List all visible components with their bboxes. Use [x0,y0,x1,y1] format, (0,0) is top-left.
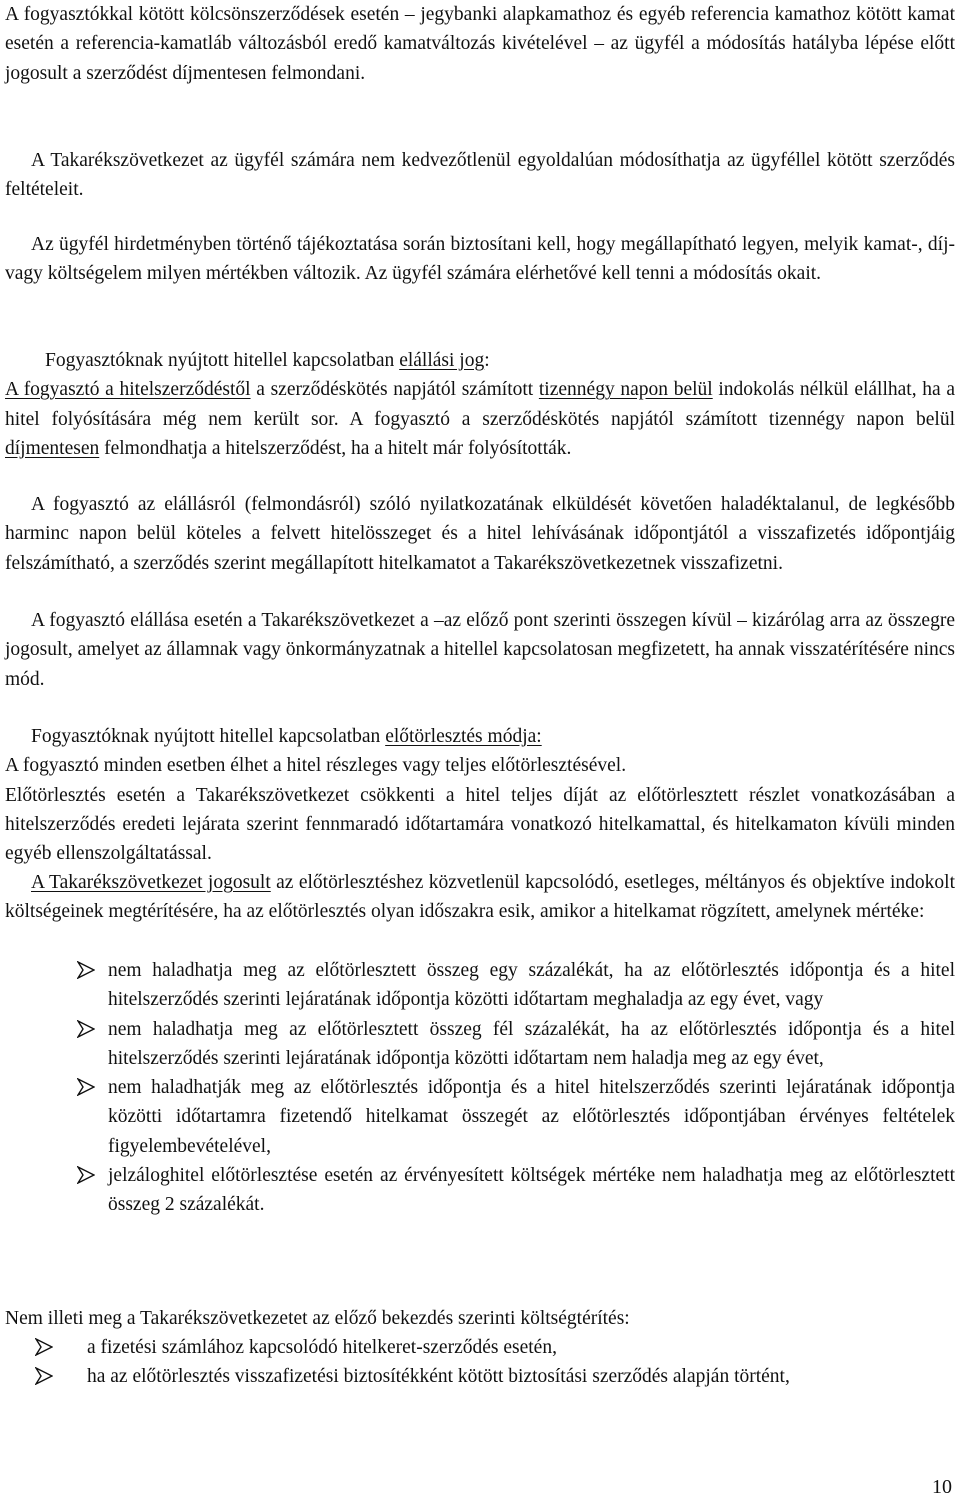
list-item [5,1161,955,1220]
list-item-text: jelzáloghitel előtörlesztése esetén az érvényesített költségek mértéke nem haladhatja meg az előtörlesztett összeg 2 százalékát. [108,1165,955,1216]
paragraph-text: A fogyasztókkal kötött kölcsönszerződések esetén – jegybanki alapkamathoz és egyéb referencia kamathoz kötött kamat esetén a referencia-kamatláb változásból eredő kamatváltozás kivételével – az ügyfél a módosítás hatályba lépése előtt jogosult a szerződést díjmentesen felmondani. [5,4,955,84]
arrowhead-bullet-icon [35,1367,53,1385]
paragraph-text: A fogyasztó minden esetben élhet a hitel részleges vagy teljes előtörlesztésével. [5,755,627,777]
paragraph-announcement-info [5,230,955,289]
list-item-text: ha az előtörlesztés visszafizetési biztosítékként kötött biztosítási szerződés alapján történt, [87,1366,790,1388]
list-item [5,1073,955,1161]
list-item-text: nem haladhatja meg az előtörlesztett összeg fél százalékát, ha az előtörlesztés időpontja és a hitel hitelszerződés szerinti lejáratának időpontja közötti időtartam nem haladja meg az egy évet, [108,1018,955,1069]
list-item-text: nem haladhatja meg az előtörlesztett összeg egy százalékát, ha az előtörlesztés időpontja és a hitel hitelszerződés szerinti lejáratának időpontja közötti időtartam meghaladja az egy évet, vagy [108,960,955,1011]
colon: : [484,350,490,371]
paragraph-text: indokolás nélkül elállhat, ha a hitel folyósítására még nem került sor. A fogyasztó a szerződéskötés napjától számított tizennégy napon belül [5,379,956,430]
paragraph-text: A fogyasztó az elállásról (felmondásról) szóló nyilatkozatának elküldését követően haladéktalanul, de legkésőbb harminc napon belül köteles a felvett hitelösszeget és a hitel lehívásának időpontjától a visszafizetés időpontjáig felszámítható, a szerződés szerint megállapított hitelkamatot a Takarékszövetkezetnek visszafizetni. [5,494,955,574]
paragraph-text: Előtörlesztés esetén a Takarékszövetkezet csökkenti a hitel teljes díját az előtörlesztett részlet vonatkozásában a hitelszerződés eredeti lejárata szerint fennmaradó időtartamára vonatkozó hitelkamattal, és hitelkamaton kívüli minden egyéb ellenszolgáltatással. [5,784,955,865]
list-item-text: a fizetési számlához kapcsolódó hitelkeret-szerződés esetén, [87,1337,557,1358]
paragraph-text: a szerződéskötés napjától számított [250,379,539,401]
fee-limit-list [5,956,955,1220]
section-intro-text: Fogyasztóknak nyújtott hitellel kapcsolatban [45,350,400,371]
underlined-phrase: A fogyasztó a hitelszerződéstől [5,379,251,401]
paragraph-withdrawal-costs [5,606,955,694]
paragraph-text: az előtörlesztéshez közvetlenül kapcsolódó, esetleges, méltányos és objektíve indokolt költségeinek megtérítésére, ha az előtörlesztés olyan időszakra esik, amikor a hitelkamat rögzített, amelynek mértéke: [5,872,955,923]
list-item [5,956,955,1015]
paragraph-text: A fogyasztó elállása esetén a Takarékszövetkezet a –az előző pont szerinti összegen kívül – kizárólag arra az összegre jogosult, amelyet az államnak vagy önkormányzatnak a hitellel kapcsolatosan megfizetett, ha annak visszatérítésére nincs mód. [5,610,955,690]
underlined-phrase: A Takarékszövetkezet jogosult [31,872,271,893]
list-item [5,1333,955,1362]
arrowhead-bullet-icon [77,1166,95,1184]
paragraph-prepayment [5,722,955,868]
paragraph-cancellation-right [5,0,955,88]
paragraph-repayment-after-withdrawal [5,490,955,578]
paragraph-unilateral-modification [5,146,955,205]
list-item [5,1362,955,1391]
paragraph-text: Nem illeti meg a Takarékszövetkezetet az előző bekezdés szerinti költségtérítés: [5,1308,630,1329]
page-number: 10 [932,1476,952,1498]
paragraph-withdrawal-right [5,346,955,463]
arrowhead-bullet-icon [35,1338,53,1356]
exception-list [5,1333,955,1392]
arrowhead-bullet-icon [77,1078,95,1096]
list-item [5,1015,955,1074]
paragraph-text: Az ügyfél hirdetményben történő tájékoztatása során biztosítani kell, hogy megállapítható legyen, melyik kamat-, díj- vagy költségelem milyen mértékben változik. Az ügyfél számára elérhetővé kell tenni a módosítás okait. [5,234,955,285]
paragraph-cooperative-entitled [5,868,955,927]
underlined-phrase: díjmentesen [5,437,100,459]
arrowhead-bullet-icon [77,961,95,979]
paragraph-not-entitled [5,1304,955,1333]
section-heading-withdrawal: elállási jog [399,350,485,371]
list-item-text: nem haladhatják meg az előtörlesztés időpontja és a hitel hitelszerződés szerinti lejáratának időpontja közötti időtartamra fizetendő hitelkamat összegét az előtörlesztés időpontjában érvényes feltételek figyelembevételével, [108,1077,955,1157]
paragraph-text: felmondhatja a hitelszerződést, ha a hitelt már folyósították. [99,437,572,459]
underlined-phrase: tizennégy napon belül [538,379,713,401]
section-heading-prepayment: előtörlesztés módja: [385,726,542,747]
arrowhead-bullet-icon [77,1020,95,1038]
section-intro-text: Fogyasztóknak nyújtott hitellel kapcsolatban [31,726,386,747]
paragraph-text: A Takarékszövetkezet az ügyfél számára nem kedvezőtlenül egyoldalúan módosíthatja az ügyféllel kötött szerződés feltételeit. [5,150,955,201]
